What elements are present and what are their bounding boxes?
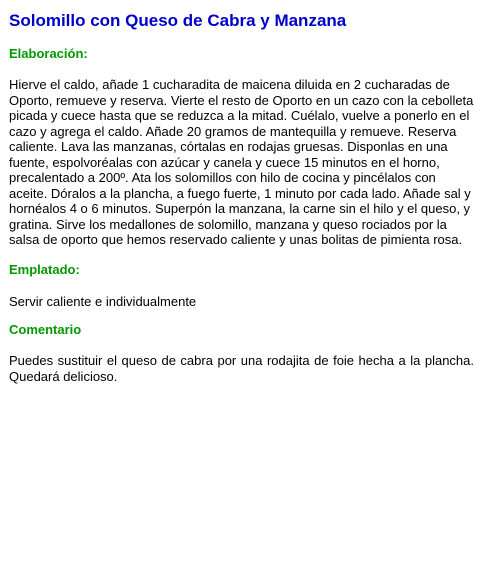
page-title: Solomillo con Queso de Cabra y Manzana [9,11,347,30]
comentario-text: Puedes sustituir el queso de cabra por una rodajita de foie hecha a la plancha. Quedará delicioso. [9,353,474,384]
section-heading-emplatado: Emplatado: [9,261,80,277]
section-heading-elaboracion: Elaboración: [9,46,88,61]
section-heading-comentario: Comentario [9,322,82,337]
emplatado-text: Servir caliente e individualmente [9,293,197,309]
elaboracion-text: Hierve el caldo, añade 1 cucharadita de maicena diluida en 2 cucharadas de Oporto, remueve y reserva. Vierte el resto de Oporto en un cazo con la cebolleta picada y cuece hasta que se reduzca a la mitad. Cuélalo, vuelve a ponerlo en el cazo y agrega el caldo. Añade 20 gramos de mantequilla y remueve. Reserva caliente. Lava las manzanas, córtalas en rodajas gruesas. Disponlas en una fuente, espolvoréalas con azúcar y canela y cuece 15 minutos en el horno, precalentado a 200º. Ata los solomillos con hilo de cocina y pincélalos con aceite. Dóralos a la plancha, a fuego fuerte, 1 minuto por cada lado. Añade sal y hornéalos 4 o 6 minutos. Superpón la manzana, la carne sin el hilo y el queso, y gratina. Sirve los medallones de solomillo, manzana y queso rociados por la salsa de oporto que hemos reservado caliente y unas bolitas de pimienta rosa. [9,77,474,247]
